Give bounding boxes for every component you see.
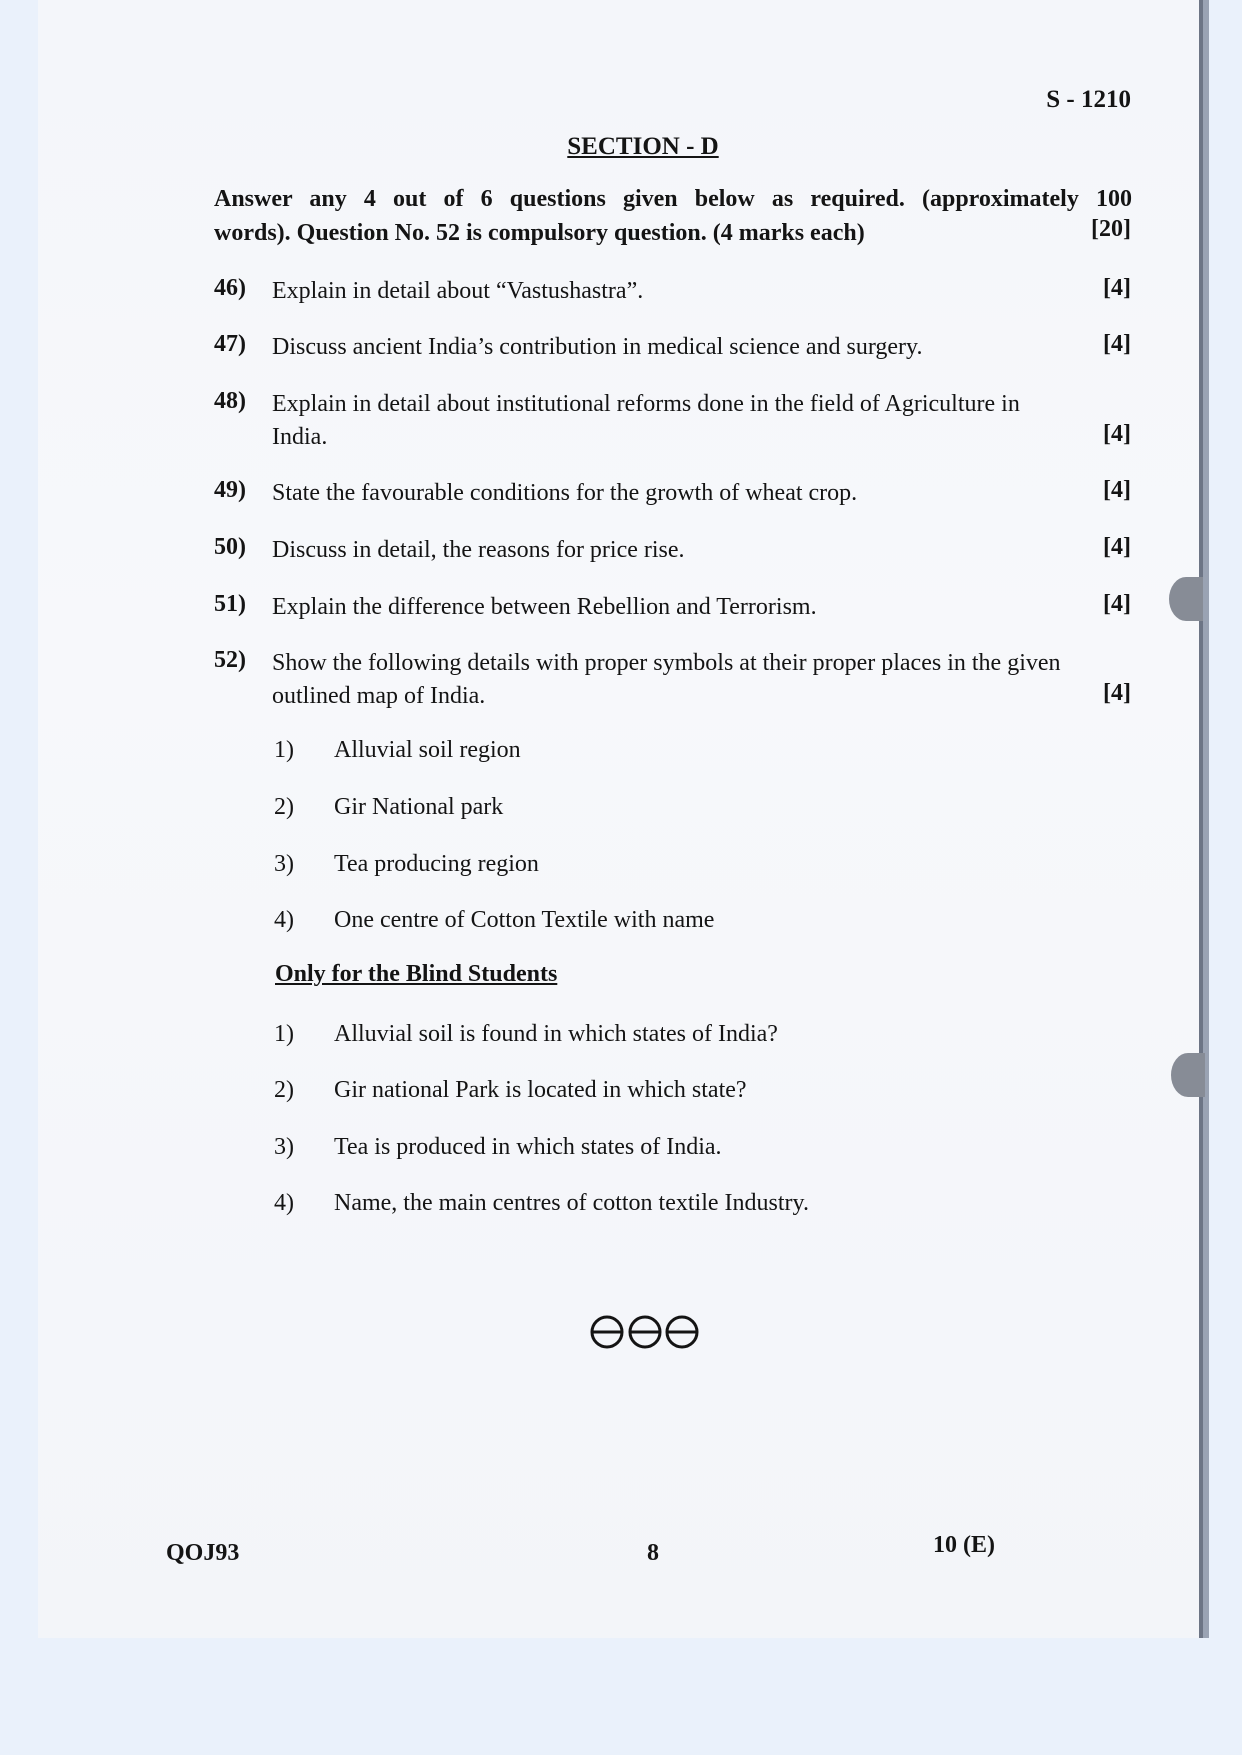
map-item-text: Gir National park [334,794,504,820]
question-number: 46) [214,275,246,301]
map-item-text: One centre of Cotton Textile with name [334,907,715,933]
question-marks: [4] [1103,421,1131,447]
blind-item-text: Name, the main centres of cotton textile Industry. [334,1190,809,1216]
blind-item-number: 1) [274,1021,294,1047]
question-number: 51) [214,591,246,617]
question-text: Explain the difference between Rebellion and Terrorism. [272,594,817,620]
total-marks: [20] [1091,216,1131,242]
paper-code: S - 1210 [1046,86,1131,113]
question-number: 52) [214,647,246,673]
question-number: 47) [214,331,246,357]
question-marks: [4] [1103,534,1131,560]
blind-item-text: Gir national Park is located in which state? [334,1077,747,1103]
question-text: Discuss ancient India’s contribution in medical science and surgery. [272,334,923,360]
blind-item-number: 3) [274,1134,294,1160]
map-item-number: 3) [274,851,294,877]
end-of-paper-mark [590,1312,710,1352]
question-marks: [4] [1103,275,1131,301]
binding-notch [1169,577,1203,621]
question-text-line-2: India. [272,424,328,450]
question-marks: [4] [1103,331,1131,357]
blind-item-text: Tea is produced in which states of India. [334,1134,722,1160]
question-marks: [4] [1103,477,1131,503]
binding-notch [1171,1053,1205,1097]
question-text-line-1: Explain in detail about institutional reforms done in the field of Agriculture in [272,391,1020,417]
footer-ref: 10 (E) [933,1532,995,1558]
question-text: Explain in detail about “Vastushastra”. [272,278,644,304]
question-marks: [4] [1103,591,1131,617]
map-item-text: Tea producing region [334,851,539,877]
question-text: State the favourable conditions for the growth of wheat crop. [272,480,858,506]
map-item-number: 2) [274,794,294,820]
question-text: Discuss in detail, the reasons for price rise. [272,537,685,563]
blind-item-number: 4) [274,1190,294,1216]
section-title: SECTION - D [567,133,719,160]
blind-students-heading: Only for the Blind Students [275,961,558,987]
page-number: 8 [647,1540,659,1566]
question-number: 50) [214,534,246,560]
map-item-number: 4) [274,907,294,933]
map-item-text: Alluvial soil region [334,737,521,763]
question-text-line-2: outlined map of India. [272,683,486,709]
blind-item-number: 2) [274,1077,294,1103]
map-item-number: 1) [274,737,294,763]
question-number: 49) [214,477,246,503]
question-marks: [4] [1103,680,1131,706]
instruction-line-1: Answer any 4 out of 6 questions given below as required. (approximately 100 [214,186,1132,212]
page-edge [1199,0,1203,1638]
blind-item-text: Alluvial soil is found in which states of India? [334,1021,778,1047]
instruction-line-2: words). Question No. 52 is compulsory question. (4 marks each) [214,220,865,246]
footer-code: QOJ93 [166,1540,240,1566]
question-text-line-1: Show the following details with proper symbols at their proper places in the given [272,650,1061,676]
question-number: 48) [214,388,246,414]
